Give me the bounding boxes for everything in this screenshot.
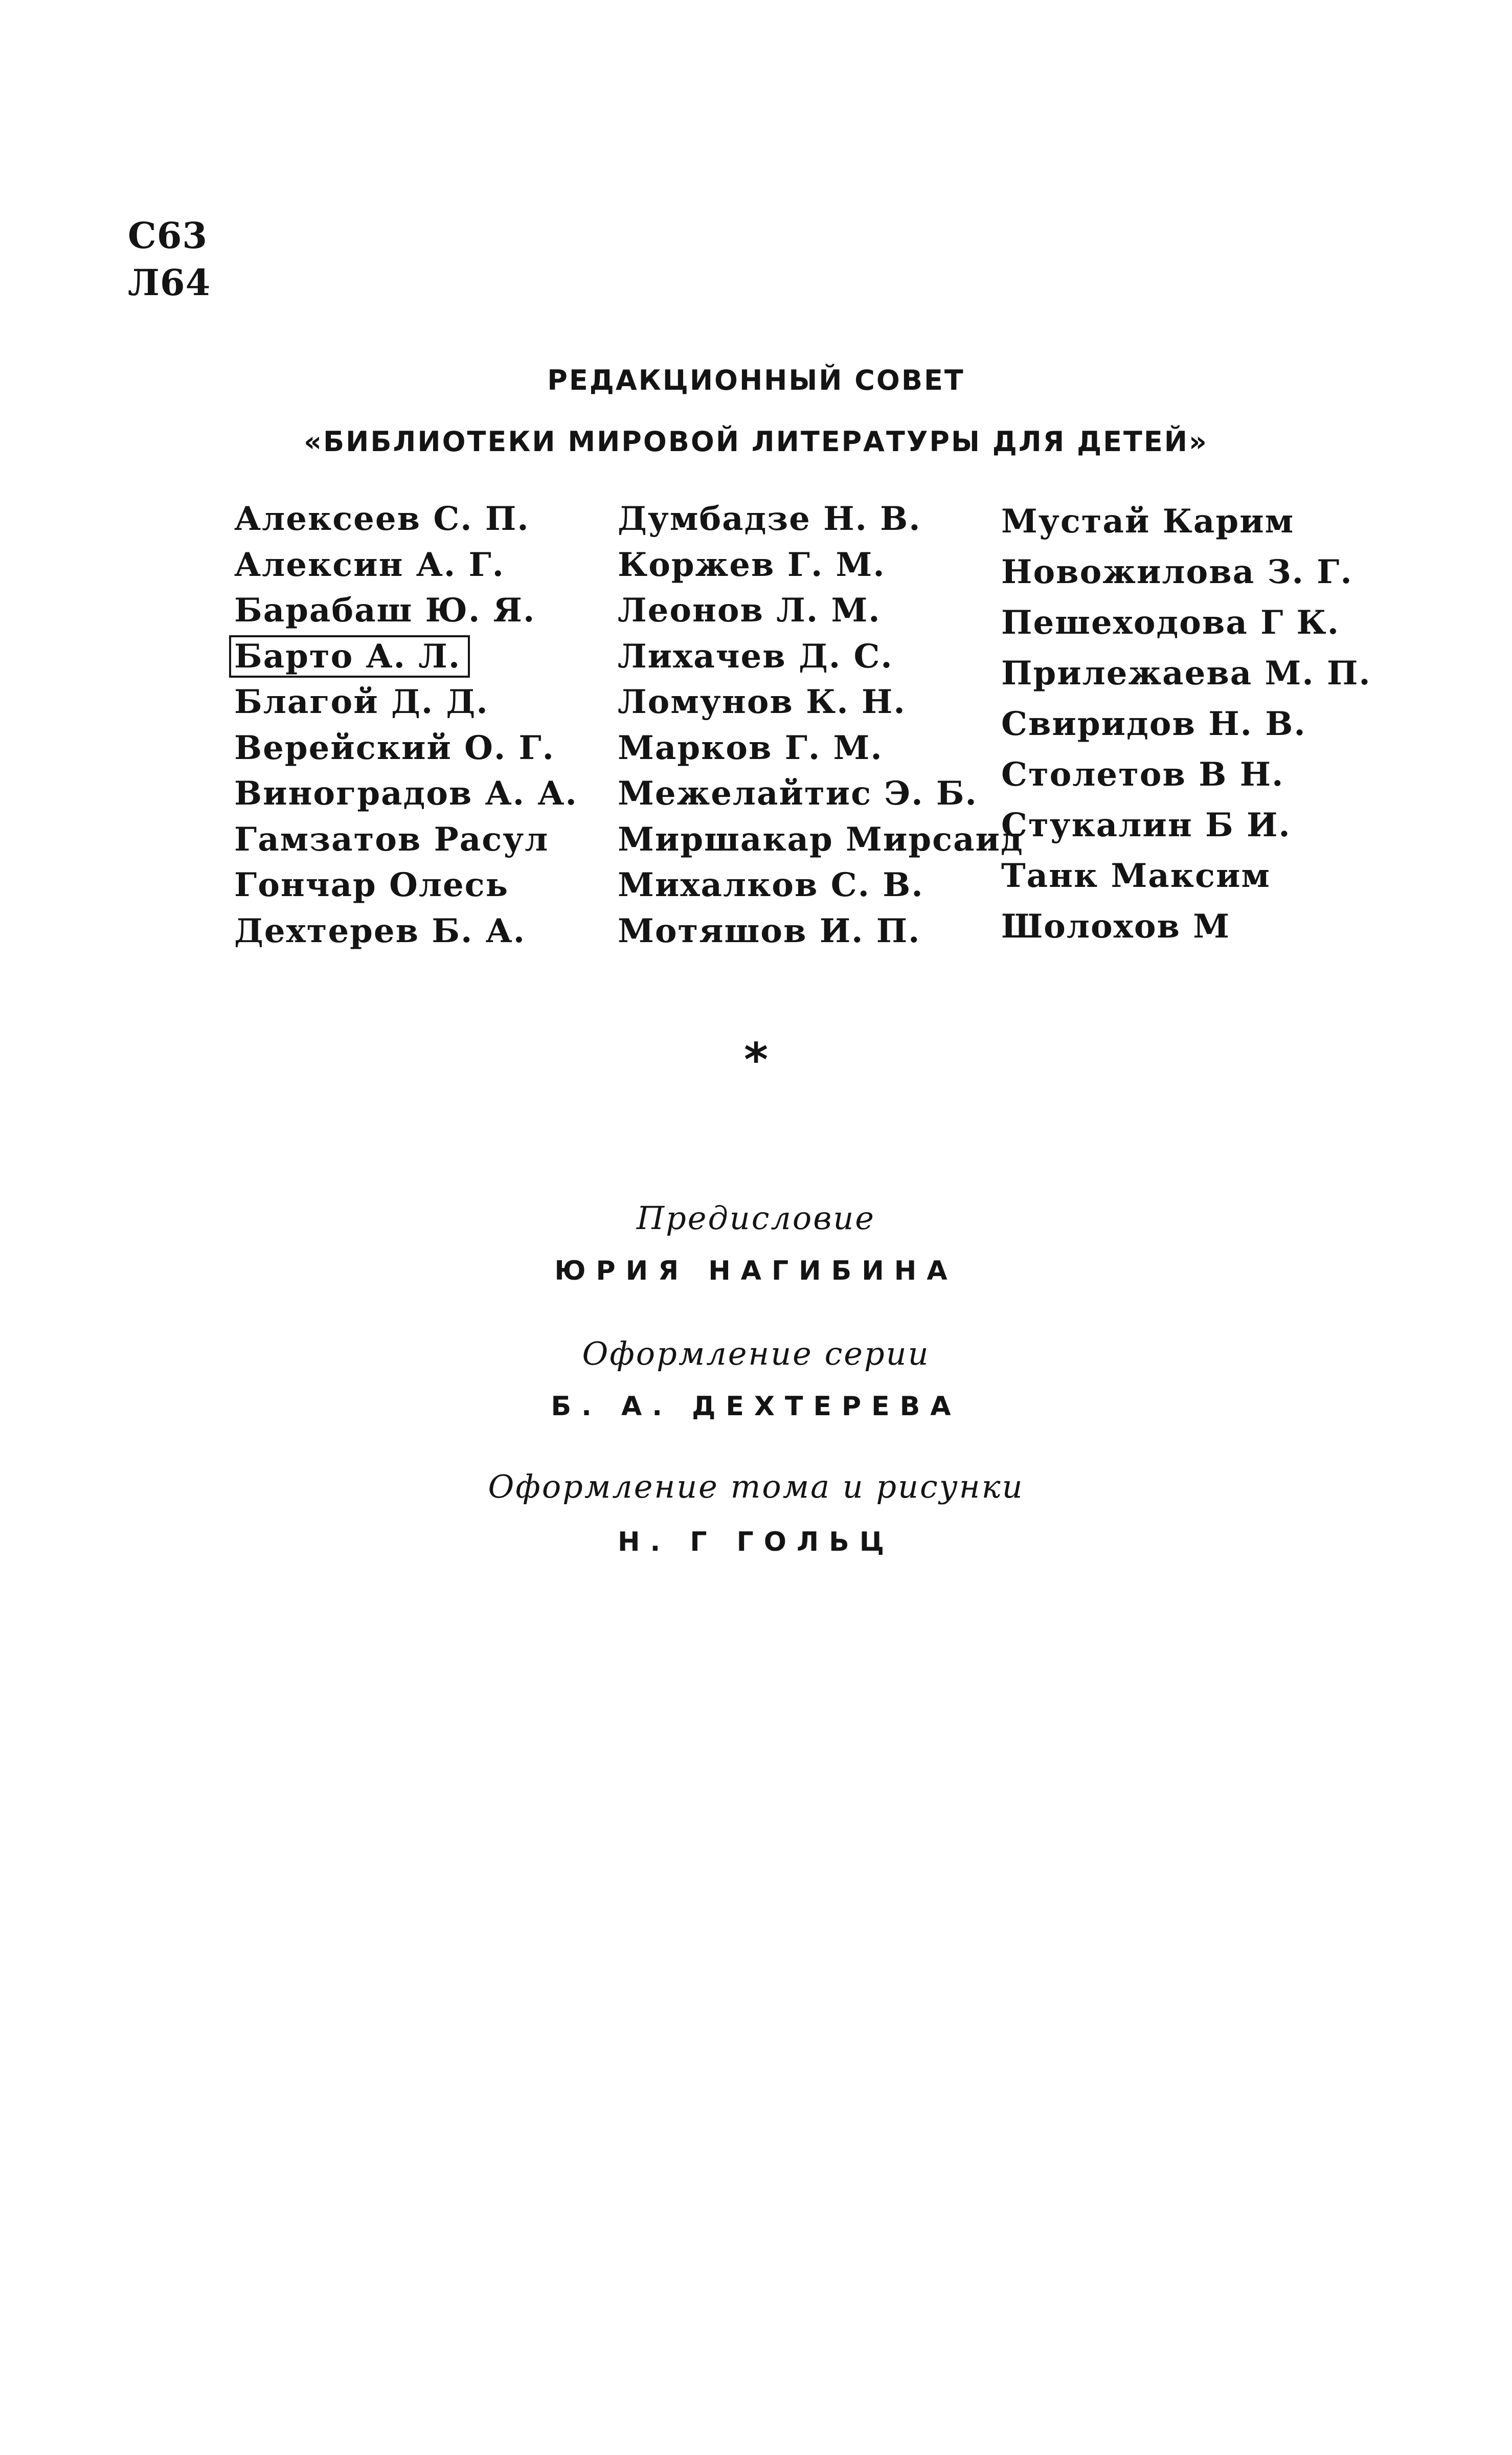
member-name: Марков Г. М. <box>618 728 883 767</box>
council-title: РЕДАКЦИОННЫЙ СОВЕТ <box>547 364 965 396</box>
member-name: Коржев Г. М. <box>618 545 886 584</box>
member-name: Новожилова З. Г. <box>1001 553 1353 591</box>
member-name: Ломунов К. Н. <box>618 683 906 721</box>
section-separator: * <box>743 1033 769 1087</box>
credit-name-volume-design: Н. Г ГОЛЬЦ <box>617 1527 895 1557</box>
member-name: Барабаш Ю. Я. <box>234 591 536 630</box>
members-column-3 <box>1001 496 1371 952</box>
member-name: Алексеев С. П. <box>234 500 530 538</box>
catalog-code: С63 <box>128 214 208 257</box>
member-name: Михалков С. В. <box>618 866 924 904</box>
credit-role-series-design: Оформление серии <box>582 1335 930 1372</box>
credit-role-preface: Предисловие <box>637 1199 875 1237</box>
member-name: Прилежаева М. П. <box>1001 654 1371 693</box>
member-name: Свиридов Н. В. <box>1001 705 1306 743</box>
member-name: Виноградов А. А. <box>234 774 578 813</box>
member-name: Столетов В Н. <box>1001 755 1284 794</box>
member-name: Пешеходова Г К. <box>1001 604 1340 642</box>
member-name: Стукалин Б И. <box>1001 806 1291 844</box>
member-name: Миршакар Мирсаид <box>618 820 1024 859</box>
member-name: Гамзатов Расул <box>234 820 549 859</box>
member-name: Благой Д. Д. <box>234 683 489 721</box>
member-name: Межелайтис Э. Б. <box>618 774 978 813</box>
member-name: Леонов Л. М. <box>618 591 881 630</box>
member-name: Гончар Олесь <box>234 866 509 904</box>
member-name: Мустай Карим <box>1001 502 1295 541</box>
member-name: Алексин А. Г. <box>234 545 505 584</box>
member-name: Верейский О. Г. <box>234 728 555 767</box>
member-name: Лихачев Д. С. <box>618 637 893 676</box>
member-name-boxed: Барто А. Л. <box>234 634 578 680</box>
credit-name-series-design: Б. А. ДЕХТЕРЕВА <box>551 1391 961 1422</box>
member-name: Танк Максим <box>1001 857 1271 895</box>
members-column-1 <box>234 496 578 954</box>
member-name: Мотяшов И. П. <box>618 911 921 950</box>
library-title: «БИБЛИОТЕКИ МИРОВОЙ ЛИТЕРАТУРЫ ДЛЯ ДЕТЕЙ» <box>304 426 1208 458</box>
credit-role-volume-design: Оформление тома и рисунки <box>488 1468 1024 1505</box>
catalog-codes <box>128 212 211 306</box>
member-name: Шолохов М <box>1001 907 1231 946</box>
members-column-2 <box>618 496 1024 954</box>
credit-name-preface: ЮРИЯ НАГИБИНА <box>554 1256 958 1286</box>
member-name: Дехтерев Б. А. <box>234 911 526 950</box>
catalog-code: Л64 <box>128 261 211 304</box>
member-name: Думбадзе Н. В. <box>618 500 921 538</box>
